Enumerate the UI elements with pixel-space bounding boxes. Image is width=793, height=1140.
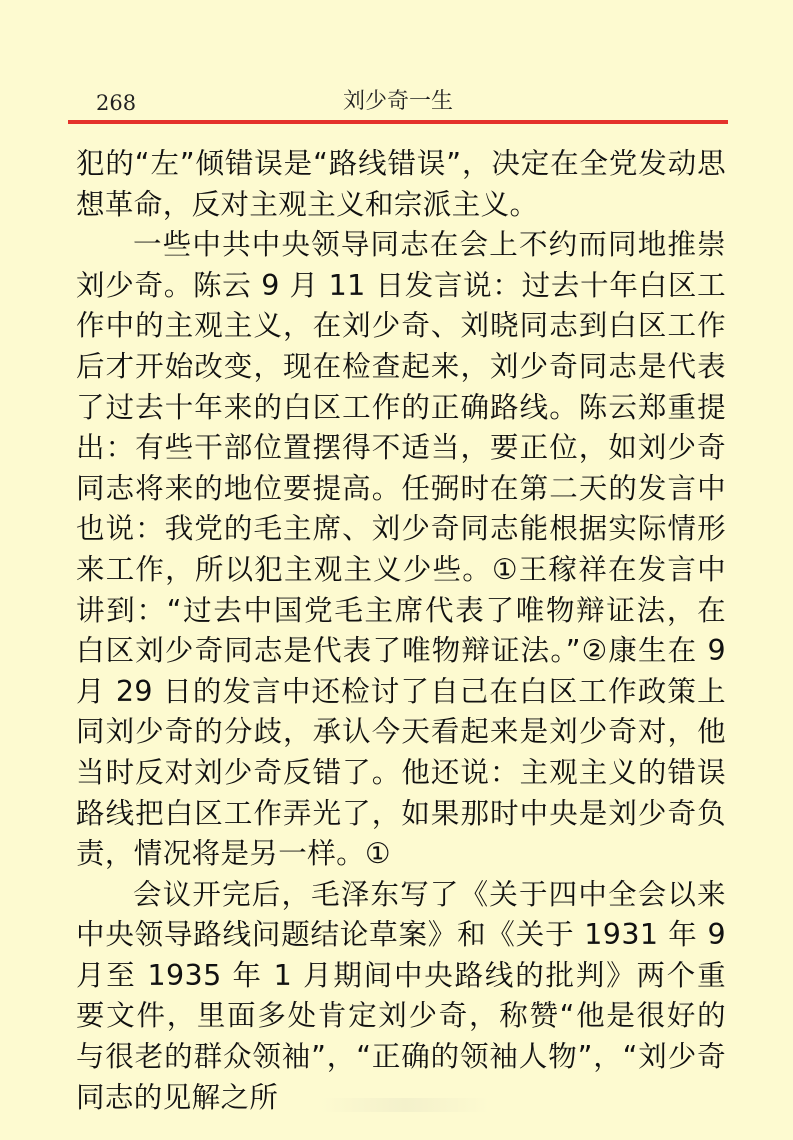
paragraph: 一些中共中央领导同志在会上不约而同地推崇刘少奇。陈云 9 月 11 日发言说：过去十年白区工作中的主观主义，在刘少奇、刘晓同志到白区工作后才开始改变，现在检查起来，刘少奇同志是代表了过去十年来的白区工作的正确路线。陈云郑重提出：有些干部位置摆得不适当，要正位，如刘少奇同志将来的地位要提高。任弼时在第二天的发言中也说：我党的毛主席、刘少奇同志能根据实际情形来工作，所以犯主观主义少些。①王稼祥在发言中讲到：“过去中国党毛主席代表了唯物辩证法，在白区刘少奇同志是代表了唯物辩证法。”②康生在 9 月 29 日的发言中还检讨了自己在白区工作政策上同刘少奇的分歧，承认今天看起来是刘少奇对，他当时反对刘少奇反错了。他还说：主观主义的错误路线把白区工作弄光了，如果那时中央是刘少奇负责，情况将是另一样。① <box>76 228 726 871</box>
paragraph: 会议开完后，毛泽东写了《关于四中全会以来中央领导路线问题结论草案》和《关于 1931 年 9 月至 1935 年 1 月期间中央路线的批判》两个重要文件，里面多处肯定刘少奇，称赞“他是很好的与很老的群众领袖”，“正确的领袖人物”，“刘少奇同志的见解之所 <box>76 877 726 1114</box>
header-divider <box>68 120 728 124</box>
book-title: 刘少奇一生 <box>342 89 453 114</box>
page-number: 268 <box>96 91 137 115</box>
scan-smudge <box>320 1098 490 1112</box>
paragraph-continued: 犯的“左”倾错误是“路线错误”，决定在全党发动思想革命，反对主观主义和宗派主义。 <box>76 147 726 221</box>
body-text <box>76 144 726 1118</box>
running-header <box>68 86 728 120</box>
